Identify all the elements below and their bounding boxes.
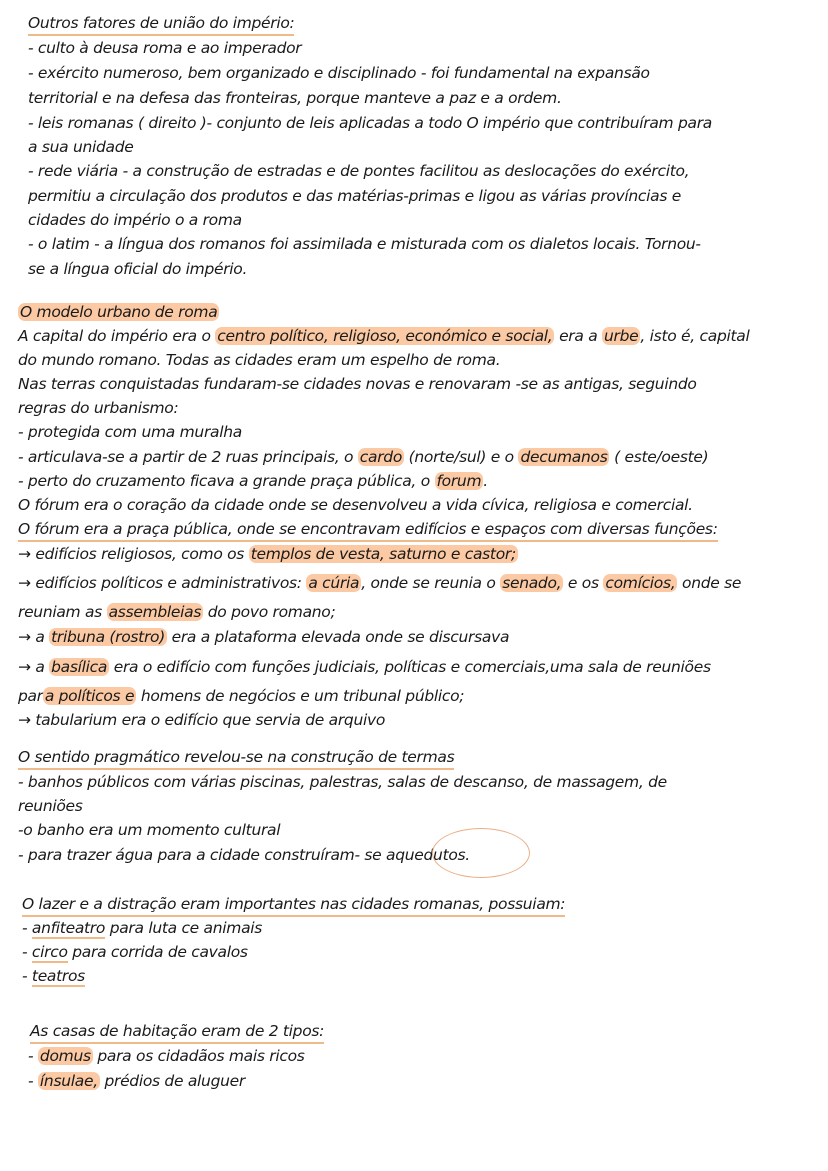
- list-item: - domus para os cidadãos mais ricos: [28, 1047, 305, 1065]
- list-item: - anfiteatro para luta ce animais: [22, 919, 263, 937]
- text-line: → tabularium era o edifício que servia de arquivo: [18, 711, 386, 729]
- text-line: → edifícios políticos e administrativos: a cúria , onde se reunia o senado, e os comícios, onde se: [18, 574, 742, 592]
- text-line: regras do urbanismo:: [18, 399, 179, 417]
- text-line: - leis romanas ( direito )- conjunto de leis aplicadas a todo O império que contribuíram para: [28, 114, 712, 132]
- highlight: decumanos: [520, 448, 608, 466]
- text-line: A capital do império era o centro político, religioso, económico e social, era a urbe , isto é, capital: [18, 327, 750, 345]
- text-line: - articulava-se a partir de 2 ruas principais, o cardo (norte/sul) e o decumanos ( este/oeste): [18, 448, 709, 466]
- section-title-fatores: Outros fatores de união do império:: [28, 12, 294, 36]
- text-line: - para trazer água para a cidade construíram- se aquedutos.: [18, 846, 470, 864]
- text-line: reuniões: [18, 797, 83, 815]
- text-line: Nas terras conquistadas fundaram-se cidades novas e renovaram -se as antigas, seguindo: [18, 375, 697, 393]
- list-item: - teatros: [22, 967, 85, 985]
- highlight: tribuna (rostro): [51, 628, 165, 646]
- highlight: a políticos e: [44, 687, 135, 705]
- text-line: O fórum era o coração da cidade onde se desenvolveu a vida cívica, religiosa e comercial.: [18, 496, 693, 514]
- text-line: - protegida com uma muralha: [18, 423, 242, 441]
- highlight: domus: [39, 1047, 91, 1065]
- text-line: reuniam as assembleias do povo romano;: [18, 603, 336, 621]
- highlight: forum: [436, 472, 482, 490]
- highlight: basílica: [51, 658, 108, 676]
- text-line: - banhos públicos com várias piscinas, palestras, salas de descanso, de massagem, de: [18, 773, 667, 791]
- text-line: se a língua oficial do império.: [28, 260, 248, 278]
- underlined-line: O fórum era a praça pública, onde se encontravam edifícios e espaços com diversas funções:: [18, 518, 718, 542]
- highlight: cardo: [359, 448, 403, 466]
- section-title-termas: O sentido pragmático revelou-se na construção de termas: [18, 746, 454, 770]
- highlight: urbe: [604, 327, 639, 345]
- highlight: centro político, religioso, económico e social,: [217, 327, 553, 345]
- text-line: - rede viária - a construção de estradas e de pontes facilitou as deslocações do exército,: [28, 162, 690, 180]
- text-line: cidades do império o a roma: [28, 211, 242, 229]
- highlight: ínsulae,: [39, 1072, 98, 1090]
- underlined-term: circo: [31, 943, 68, 961]
- highlight: O modelo urbano de roma: [20, 303, 218, 321]
- text-line: - perto do cruzamento ficava a grande praça pública, o forum .: [18, 472, 488, 490]
- text-line: - o latim - a língua dos romanos foi assimilada e misturada com os dialetos locais. Tornou-: [28, 235, 701, 253]
- text-line: - culto à deusa roma e ao imperador: [28, 39, 302, 57]
- highlight: senado,: [502, 574, 562, 592]
- text-line: - exército numeroso, bem organizado e disciplinado - foi fundamental na expansão: [28, 64, 650, 82]
- text-line: do mundo romano. Todas as cidades eram um espelho de roma.: [18, 351, 501, 369]
- text-line: → edifícios religiosos, como os templos de vesta, saturno e castor;: [18, 545, 516, 563]
- highlight: templos de vesta, saturno e castor;: [250, 545, 516, 563]
- text-line: territorial e na defesa das fronteiras, porque manteve a paz e a ordem.: [28, 89, 562, 107]
- list-item: - circo para corrida de cavalos: [22, 943, 248, 961]
- text-line: -o banho era um momento cultural: [18, 821, 281, 839]
- text-line: par a políticos e homens de negócios e um tribunal público;: [18, 687, 465, 705]
- text-line: permitiu a circulação dos produtos e das matérias-primas e ligou as várias províncias e: [28, 187, 681, 205]
- highlight: a cúria: [308, 574, 360, 592]
- circle-annotation: [432, 828, 530, 878]
- highlight: comícios,: [605, 574, 676, 592]
- underlined-term: teatros: [31, 967, 85, 985]
- text-line: → a basílica era o edifício com funções judiciais, políticas e comerciais,uma sala de reuniões: [18, 658, 711, 676]
- underlined-term: anfiteatro: [31, 919, 106, 937]
- circled-term: aquedutos.: [386, 846, 470, 864]
- highlight: assembleias: [108, 603, 202, 621]
- section-title-lazer: O lazer e a distração eram importantes nas cidades romanas, possuiam:: [22, 893, 565, 917]
- section-title-casas: As casas de habitação eram de 2 tipos:: [30, 1020, 324, 1044]
- text-line: → a tribuna (rostro) era a plataforma elevada onde se discursava: [18, 628, 510, 646]
- text-line: a sua unidade: [28, 138, 134, 156]
- list-item: - ínsulae, prédios de aluguer: [28, 1072, 245, 1090]
- section-title-modelo: [18, 301, 219, 323]
